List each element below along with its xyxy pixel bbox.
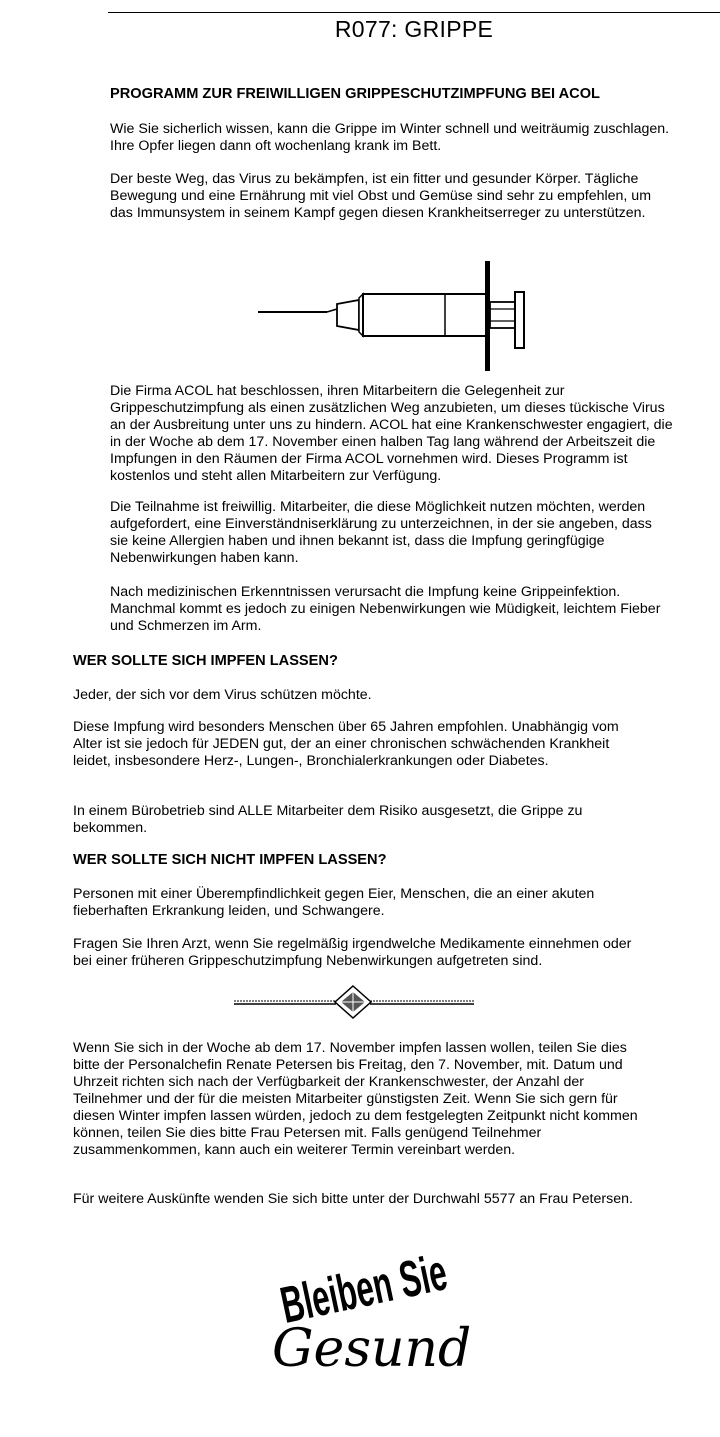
section-heading-program: PROGRAMM ZUR FREIWILLIGEN GRIPPESCHUTZIMPFUNG BEI ACOL xyxy=(110,86,600,102)
section-heading-who-should: WER SOLLTE SICH IMPFEN LASSEN? xyxy=(73,653,338,669)
paragraph-closing-1: Wenn Sie sich in der Woche ab dem 17. November impfen lassen wollen, teilen Sie dies bitte der Personalchefin Renate Petersen bis Freitag, den 7. November, mit. Datum und Uhrzeit richten sich nach der Verfügbarkeit der Krankenschwester, der Anzahl der Teilnehmer und der für die meisten Mitarbeiter günstigsten Zeit. Wenn Sie sich gern für diesen Winter impfen lassen würden, jedoch zu dem festgelegten Zeitpunkt nicht kommen können, teilen Sie dies bitte Frau Petersen mit. Falls genügend Teilnehmer zusammenkommen, kann auch ein weiterer Termin vereinbart werden. xyxy=(73,1040,638,1158)
paragraph-who-should-not-2: Fragen Sie Ihren Arzt, wenn Sie regelmäßig irgendwelche Medikamente einnehmen oder bei einer früheren Grippeschutzimpfung Nebenwirkungen aufgetreten sind. xyxy=(73,936,632,969)
paragraph-who-should-not-1: Personen mit einer Überempfindlichkeit gegen Eier, Menschen, die an einer akuten fieberhaften Erkrankung leiden, und Schwangere. xyxy=(73,886,595,919)
slogan-line-1: Bleiben Sie xyxy=(275,1243,452,1334)
paragraph-who-should-1: Jeder, der sich vor dem Virus schützen möchte. xyxy=(73,687,372,703)
paragraph-intro-2: Der beste Weg, das Virus zu bekämpfen, ist ein fitter und gesunder Körper. Tägliche Bewegung und eine Ernährung mit viel Obst und Gemüse sind sehr zu empfehlen, um das Immunsystem in seinem Kampf gegen diesen Krankheitserreger zu unterstützen. xyxy=(110,171,652,221)
syringe-icon xyxy=(255,258,535,374)
top-rule xyxy=(108,12,720,13)
paragraph-program-2: Die Teilnahme ist freiwillig. Mitarbeiter, die diese Möglichkeit nutzen möchten, werden aufgefordert, eine Einverständniserklärung zu unterzeichnen, in der sie angeben, dass sie keine Allergien haben und ihnen bekannt ist, dass die Impfung geringfügige Nebenwirkungen haben kann. xyxy=(110,499,652,566)
paragraph-who-should-3: In einem Bürobetrieb sind ALLE Mitarbeiter dem Risiko ausgesetzt, die Grippe zu bekommen. xyxy=(73,803,583,836)
paragraph-closing-2: Für weitere Auskünfte wenden Sie sich bitte unter der Durchwahl 5577 an Frau Petersen. xyxy=(73,1191,633,1207)
ornament-divider-icon xyxy=(232,984,478,1020)
slogan-line-2: Gesund xyxy=(272,1319,472,1379)
paragraph-intro-1: Wie Sie sicherlich wissen, kann die Grippe im Winter schnell und weiträumig zuschlagen. Ihre Opfer liegen dann oft wochenlang krank im Bett. xyxy=(110,121,670,154)
paragraph-program-1: Die Firma ACOL hat beschlossen, ihren Mitarbeitern die Gelegenheit zur Grippeschutzimpfung als einen zusätzlichen Weg anzubieten, um dieses tückische Virus an der Ausbreitung unter uns zu hindern. ACOL hat eine Krankenschwester engagiert, die in der Woche ab dem 17. November einen halben Tag lang während der Arbeitszeit die Impfungen in den Räumen der Firma ACOL vornehmen wird. Dieses Programm ist kostenlos und steht allen Mitarbeitern zur Verfügung. xyxy=(110,383,673,484)
slogan-wordart xyxy=(262,1228,492,1378)
section-heading-who-should-not: WER SOLLTE SICH NICHT IMPFEN LASSEN? xyxy=(73,852,387,868)
paragraph-who-should-2: Diese Impfung wird besonders Menschen über 65 Jahren empfohlen. Unabhängig vom Alter ist sie jedoch für JEDEN gut, der an einer chronischen schwächenden Krankheit leidet, insbesondere Herz-, Lungen-, Bronchialerkrankungen oder Diabetes. xyxy=(73,719,619,769)
page-title: R077: GRIPPE xyxy=(334,16,494,42)
paragraph-program-3: Nach medizinischen Erkenntnissen verursacht die Impfung keine Grippeinfektion. Manchmal kommt es jedoch zu einigen Nebenwirkungen wie Müdigkeit, leichtem Fieber und Schmerzen im Arm. xyxy=(110,584,661,634)
